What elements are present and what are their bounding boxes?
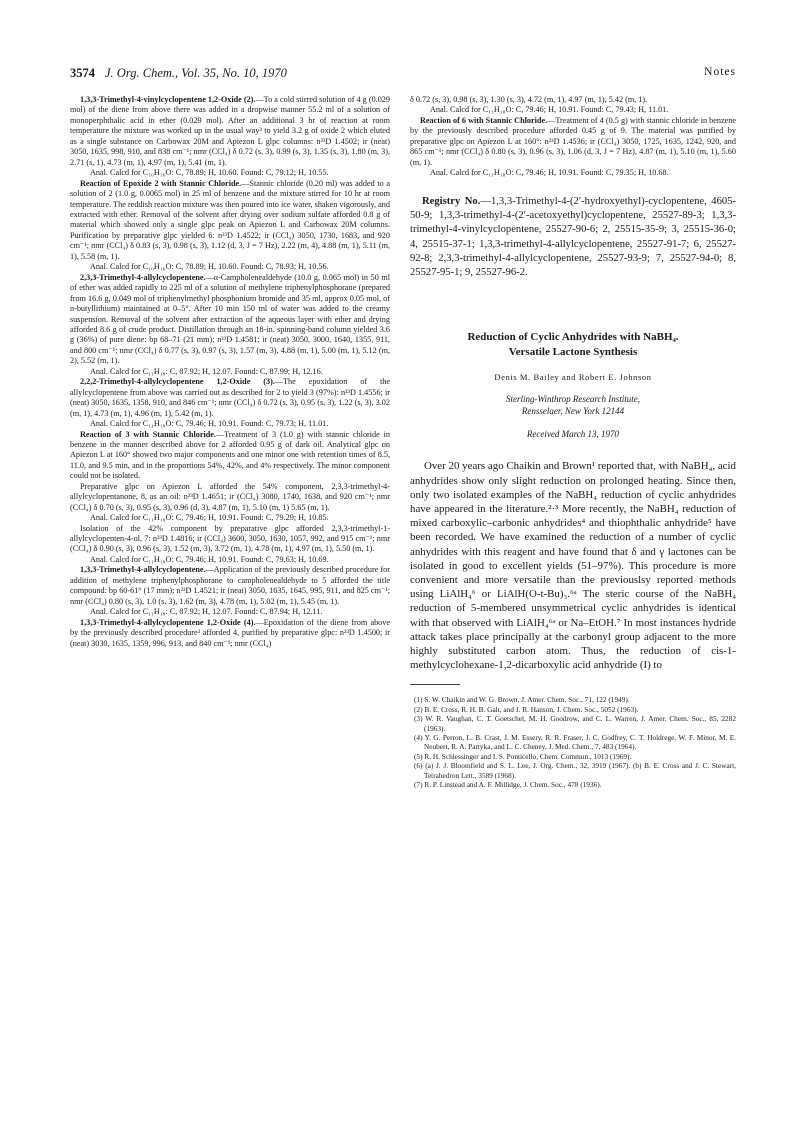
page-header	[70, 66, 736, 84]
paragraph-text: Anal. Calcd for C₁₁H₁₈O: C, 79.46; H, 10.91. Found: C, 79.35; H, 10.68.	[430, 168, 669, 178]
experimental-paragraph	[70, 565, 390, 607]
elemental-analysis	[70, 367, 390, 377]
experimental-paragraph	[410, 116, 736, 168]
article-authors: Denis M. Bailey and Robert E. Johnson	[494, 372, 652, 383]
paragraph-text: —Treatment of 4 (0.5 g) with stannic chloride in benzene by the previously described procedure afforded 0.45 g of 9. The material was purified by preparative glpc on Apiezon L at 160°: n²³D 1.4536; ir (CCl₄) 3050, 1725, 1635, 1242, 920, and 865 cm⁻¹; nmr (CCl₄) δ 0.80 (s, 3), 0.96 (s, 3), 1.06 (d, 3, J = 7 Hz), 4.87 (m, 1), 5.10 (m, 1), 5.60 (m, 1).	[410, 115, 737, 167]
paragraph-text: Preparative glpc on Apiezon L afforded the 54% component, 2,3,3-trimethyl-4-allylcyclopentanone, 8, as an oil: n²³D 1.4651; ir (CCl₄) 3080, 1740, 1638, and 920 cm⁻¹; nmr (CCl₄) δ 0.70 (s, 3), 0.95 (s, 3), 0.96 (d, 3), 4.87 (m, 1), 5.10 (m, 1) 5.65 (m, 1).	[70, 481, 390, 512]
paragraph-text: Anal. Calcd for C₁₁H₁₈O: C, 79.46; H, 10.91. Found: C, 79.29; H, 10.85.	[90, 513, 329, 523]
registry-numbers	[410, 195, 736, 281]
received-date: Received March 13, 1970	[526, 428, 620, 439]
paragraph-text: —α-Campholenealdehyde (10.0 g, 0.065 mol) in 50 ml of ether was added rapidly to 225 ml of a solution of methylene triphenylphosphorane (prepared from 16.6 g, 0.049 mol of triphenylmethyl phosphonium bromide and 35 ml, approx 0.05 mol, of n-butyllithium) maintained at 0–5°. After 10 min 150 ml of water was added to the creamy suspension. Removal of the solvent after extraction of the aqueous layer with ether and drying afforded 8.6 g of crude product. Distillation through an 18-in. spinning-band column yielded 3.6 g (36%) of pure diene: bp 68–71 (21 mm); n²³D 1.4581; ir (neat) 3050, 3000, 1640, 1355, 911, and 800 cm⁻¹; nmr (CCl₄) δ 0.77 (s, 3), 0.97 (s, 3), 1.57 (m, 3), 4.88 (m, 1), 5.00 (m, 1), 5.12 (m, 2), 5.52 (m, 1).	[70, 272, 390, 366]
experimental-paragraph	[70, 430, 390, 482]
paragraph-text: Anal. Calcd for C₁₀H₁₆O: C, 78.89; H, 10.60. Found: C, 79.12; H, 10.55.	[90, 168, 329, 178]
elemental-analysis	[410, 168, 736, 178]
elemental-analysis	[70, 168, 390, 178]
experimental-paragraph	[70, 482, 390, 513]
left-column	[70, 95, 390, 649]
experimental-paragraph	[70, 179, 390, 263]
registry-label: Registry No.	[422, 195, 481, 207]
paragraph-heading: Reaction of 6 with Stannic Chloride.	[420, 115, 548, 125]
paragraph-text: Anal. Calcd for C₁₁H₁₈O: C, 79.46; H, 10.91. Found: C, 79.73; H, 11.01.	[90, 419, 329, 429]
experimental-paragraph	[70, 95, 390, 168]
article-title-line-2: Versatile Lactone Synthesis	[508, 346, 638, 359]
paragraph-text: Anal. Calcd for C₁₀H₁₆O: C, 78.89; H, 10.60. Found: C, 78.93; H, 10.56.	[90, 262, 329, 272]
paragraph-text: Anal. Calcd for C₁₁H₁₈O: C, 79.46; H, 10.91. Found: C, 79.63; H, 10.69.	[90, 554, 329, 564]
experimental-paragraph	[70, 618, 390, 649]
author-affiliation	[410, 393, 736, 417]
experimental-paragraph	[70, 377, 390, 419]
paragraph-text: —Application of the previously described procedure for addition of methylene triphenylphosphorane to campholenealdehyde to 5 afforded the title compound: bp 60-61° (17 mm); n²³D 1.4521; ir (neat) 3050, 1635, 1645, 995, 911, and 825 cm⁻¹; nmr (CCl₄) 0.80 (s, 3), 1.0 (s, 3), 1.62 (m, 3), 4.78 (m, 1), 5.02 (m, 1), 5.45 (m, 1).	[70, 565, 390, 606]
paragraph-heading: 1,3,3-Trimethyl-4-allylcyclopentene 1,2-Oxide (4).	[80, 617, 256, 627]
elemental-analysis	[70, 555, 390, 565]
paragraph-text: —To a cold stirred solution of 4 g (0.029 mol) of the diene from above there was added in a dropwise manner 55.2 ml of a solution of monoperphthalic acid in ether (0.029 mol). After an additional 3 hr of reaction at room temperature the mixture was worked up in the usual way³ to yield 3.2 g of oxide 2 which eluted as a single substance on Carbowax 20M and Apiezon L glpc columns: n²³D 1.4502; ir (neat) 3050, 1635, 998, 910, and 838 cm⁻¹; nmr (CCl₄) δ 0.72 (s, 3), 0.99 (s, 3), 1.35 (s, 3), 1.80 (m, 3), 2.71 (s, 1), 4.73 (m, 1), 4.97 (m, 1), 5.41 (m, 1).	[70, 95, 390, 167]
reference-item: (1) S. W. Chaikin and W. G. Brown, J. Amer. Chem. Soc., 71, 122 (1949).	[414, 695, 630, 705]
journal-citation: J. Org. Chem., Vol. 35, No. 10, 1970	[105, 66, 287, 80]
paragraph-text: δ 0.72 (s, 3), 0.98 (s, 3), 1.30 (s, 3), 4.72 (m, 1), 4.97 (m, 1), 5.42 (m, 1).	[410, 95, 648, 104]
paragraph-text: Anal. Calcd for C₁₁H₁₈O: C, 79.46; H, 10.91. Found: C, 79.43; H, 11.01.	[430, 105, 669, 115]
paragraph-heading: 2,3,3-Trimethyl-4-allylcyclopentene.	[80, 272, 206, 282]
elemental-analysis	[410, 105, 736, 115]
paragraph-text: —The epoxidation of the allylcyclopentene from above was carried out as described for 2 to yield 3 (97%): n²³D 1.4556; ir (neat) 3050, 1635, 1358, 910, and 846 cm⁻¹; nmr (CCl₄) δ 0.72 (s, 3), 0.95 (s, 3), 1.22 (s, 3), 3.02 (m, 1), 4.73 (m, 1), 4.96 (m, 1), 5.42 (m, 1).	[70, 377, 390, 418]
paragraph-heading: 1,3,3-Trimethyl-4-allylcyclopentene.	[80, 565, 206, 575]
elemental-analysis	[70, 607, 390, 617]
reference-item: (4) Y. G. Perron, L. B. Crast, J. M. Essery, R. R. Fraser, J. C. Godfrey, C. T. Holdrege, W. F. Minor, M. E. Neubert, R. A. Partyka, and L. C. Cheney, J. Med. Chem., 7, 483 (1964).	[414, 732, 736, 752]
footnote-divider	[410, 684, 460, 685]
experimental-paragraph	[70, 524, 390, 555]
reference-item: (3) W. R. Vaughan, C. T. Goetschel, M. H. Goodrow, and C. L. Warren, J. Amer. Chem. Soc., 85, 2282 (1963).	[414, 714, 736, 733]
paragraph-text: —Stannic chloride (0.20 ml) was added to a solution of 2 (1.0 g, 0.0065 mol) in 25 ml of benzene and the mixture stirred for 10 hr at room temperature. The reddish reaction mixture was then poured into ice water, shaken vigorously, and extracted with ether. Removal of the solvent after drying over sodium sulfate afforded 0.8 g of material which showed only a single glpc peak on Apiezon L and Carbowax 20M columns. Purification by preparative glpc yielded 6: n²³D 1.4522; ir (CCl₄) 3050, 1730, 1683, and 920 cm⁻¹; nmr (CCl₄) δ 0.83 (s, 3), 0.98 (s, 3), 1.12 (d, 3, J = 7 Hz), 2.22 (m, 4), 4.88 (m, 1), 5.11 (m, 1), 5.58 (m, 1).	[70, 178, 390, 261]
right-column	[410, 95, 736, 789]
affiliation-line-2: Rensselaer, New York 12144	[521, 405, 625, 416]
reference-item: (2) B. E. Cross, R. H. B. Galt, and J. R. Hanson, J. Chem. Soc., 5052 (1963).	[414, 704, 639, 714]
experimental-paragraph	[70, 273, 390, 367]
experimental-paragraph	[410, 95, 736, 105]
reference-item: (5) R. H. Schlessinger and I. S. Ponticello, Chem. Commun., 1013 (1969).	[414, 751, 632, 761]
references-list	[410, 695, 736, 789]
affiliation-line-1: Sterling-Winthrop Research Institute,	[505, 393, 641, 404]
experimental-continuation	[410, 95, 736, 179]
reference-item: (7) R. P. Linstead and A. F. Millidge, J. Chem. Soc., 478 (1936).	[414, 780, 602, 790]
paragraph-text: Isolation of the 42% component by preparative glpc afforded 2,3,3-trimethyl-1-allylcyclopenten-4-ol, 7: n²³D 1.4816; ir (CCl₄) 3600, 3050, 1630, 1057, 992, and 915 cm⁻¹; nmr (CCl₄) δ 0.90 (s, 3), 0.96 (s, 3), 1.52 (m, 3), 3.72 (m, 1), 4.78 (m, 1), 4.97 (m, 1), 5.50 (m, 1).	[70, 523, 390, 554]
elemental-analysis	[70, 513, 390, 523]
section-name: Notes	[704, 66, 736, 78]
page-number: 3574	[70, 66, 95, 80]
paragraph-text: —Epoxidation of the diene from above by the previously described procedure³ afforded 4, purified by preparative glpc: n²³D 1.4500; ir (neat) 3030, 1635, 1359, 996, 913, and 840 cm⁻¹; nmr (CCl₄)	[70, 617, 390, 648]
paragraph-heading: 1,3,3-Trimethyl-4-vinylcyclopentene 1,2-Oxide (2).	[80, 95, 256, 104]
paragraph-heading: Reaction of Epoxide 2 with Stannic Chloride.	[80, 178, 242, 188]
article-title-line-1: Reduction of Cyclic Anhydrides with NaBH₄.	[467, 331, 679, 344]
paragraph-text: Anal. Calcd for C₁₁H₁₈: C, 87.92; H, 12.07. Found: C, 87.94; H, 12.11.	[90, 607, 323, 617]
reference-item: (6) (a) J. J. Bloomfield and S. L. Lee, J. Org. Chem., 32, 3919 (1967). (b) B. E. Cross and J. C. Stewart, Tetrahedron Lett., 3589 (1968).	[414, 761, 736, 780]
article-body: Over 20 years ago Chaikin and Brown¹ reported that, with NaBH₄, acid anhydrides show only slight reduction on prolonged heating. Since then, only two isolated examples of the NaBH₄ reduction of cyclic anhydrides have appeared in the literature.²·³ More recently, the NaBH₄ reduction of mixed carboxylic–carbonic anhydrides⁴ and thiophthalic anhydride⁵ have been recorded. We have examined the reduction of a number of cyclic anhydrides with this reagent and have found that δ and γ lactones can be isolated in good to excellent yields (51–97%). This procedure is more convenient and more versatile than the previouslsy reported methods using LiAlH₄⁶ or LiAlH(O-t-Bu)₃.⁶ᵃ The steric course of the NaBH₄ reduction of 5-membered unsymmetrical cyclic anhydrides is identical with that observed with LiAlH₄⁶ᵃ or Na–EtOH.⁷ In most instances hydride attack takes place principally at the carbonyl group adjacent to the more highly substituted carbon atom. Thus, the reduction of cis-1-methylcyclohexane-1,2-dicarboxylic acid anhydride (I) to	[410, 460, 736, 672]
elemental-analysis	[70, 419, 390, 429]
paragraph-heading: 2,2,2-Trimethyl-4-allylcyclopentene 1,2-Oxide (3).	[80, 377, 275, 387]
elemental-analysis	[70, 262, 390, 272]
paragraph-text: —Treatment of 3 (1.0 g) with stannic chloride in benzene in the manner described above for 2 afforded 0.95 g of dark oil. Analytical glpc on Apiezon L at 160° showed two major components and one minor one with retention times of 8.5, 11.0, and 9.5 min, and in the proportions 54%, 42%, and 4% respectively. The minor component could not be isolated.	[70, 429, 391, 481]
article-title	[410, 330, 736, 360]
paragraph-text: Anal. Calcd for C₁₁H₁₈: C, 87.92; H, 12.07. Found: C, 87.99; H, 12.16.	[90, 366, 323, 376]
paragraph-heading: Reaction of 3 with Stannic Chloride.	[80, 429, 216, 439]
registry-text: —1,3,3-Trimethyl-4-(2′-hydroxyethyl)-cyclopentene, 4605-50-9; 1,3,3-trimethyl-4-(2′-acetoxyethyl)cyclopentene, 25527-89-3; 1,3,3-trimethyl-4-vinylcyclopentene, 25527-90-6; 2, 25515-35-9; 3, 25515-36-0; 4, 25515-37-1; 1,3,3-trimethyl-4-allylcyclopentene, 25527-91-7; 6, 25527-92-8; 2,3,3-trimethyl-4-allylcyclopentene, 25527-93-9; 7, 25527-94-0; 8, 25527-95-1; 9, 25527-96-2.	[410, 195, 736, 279]
